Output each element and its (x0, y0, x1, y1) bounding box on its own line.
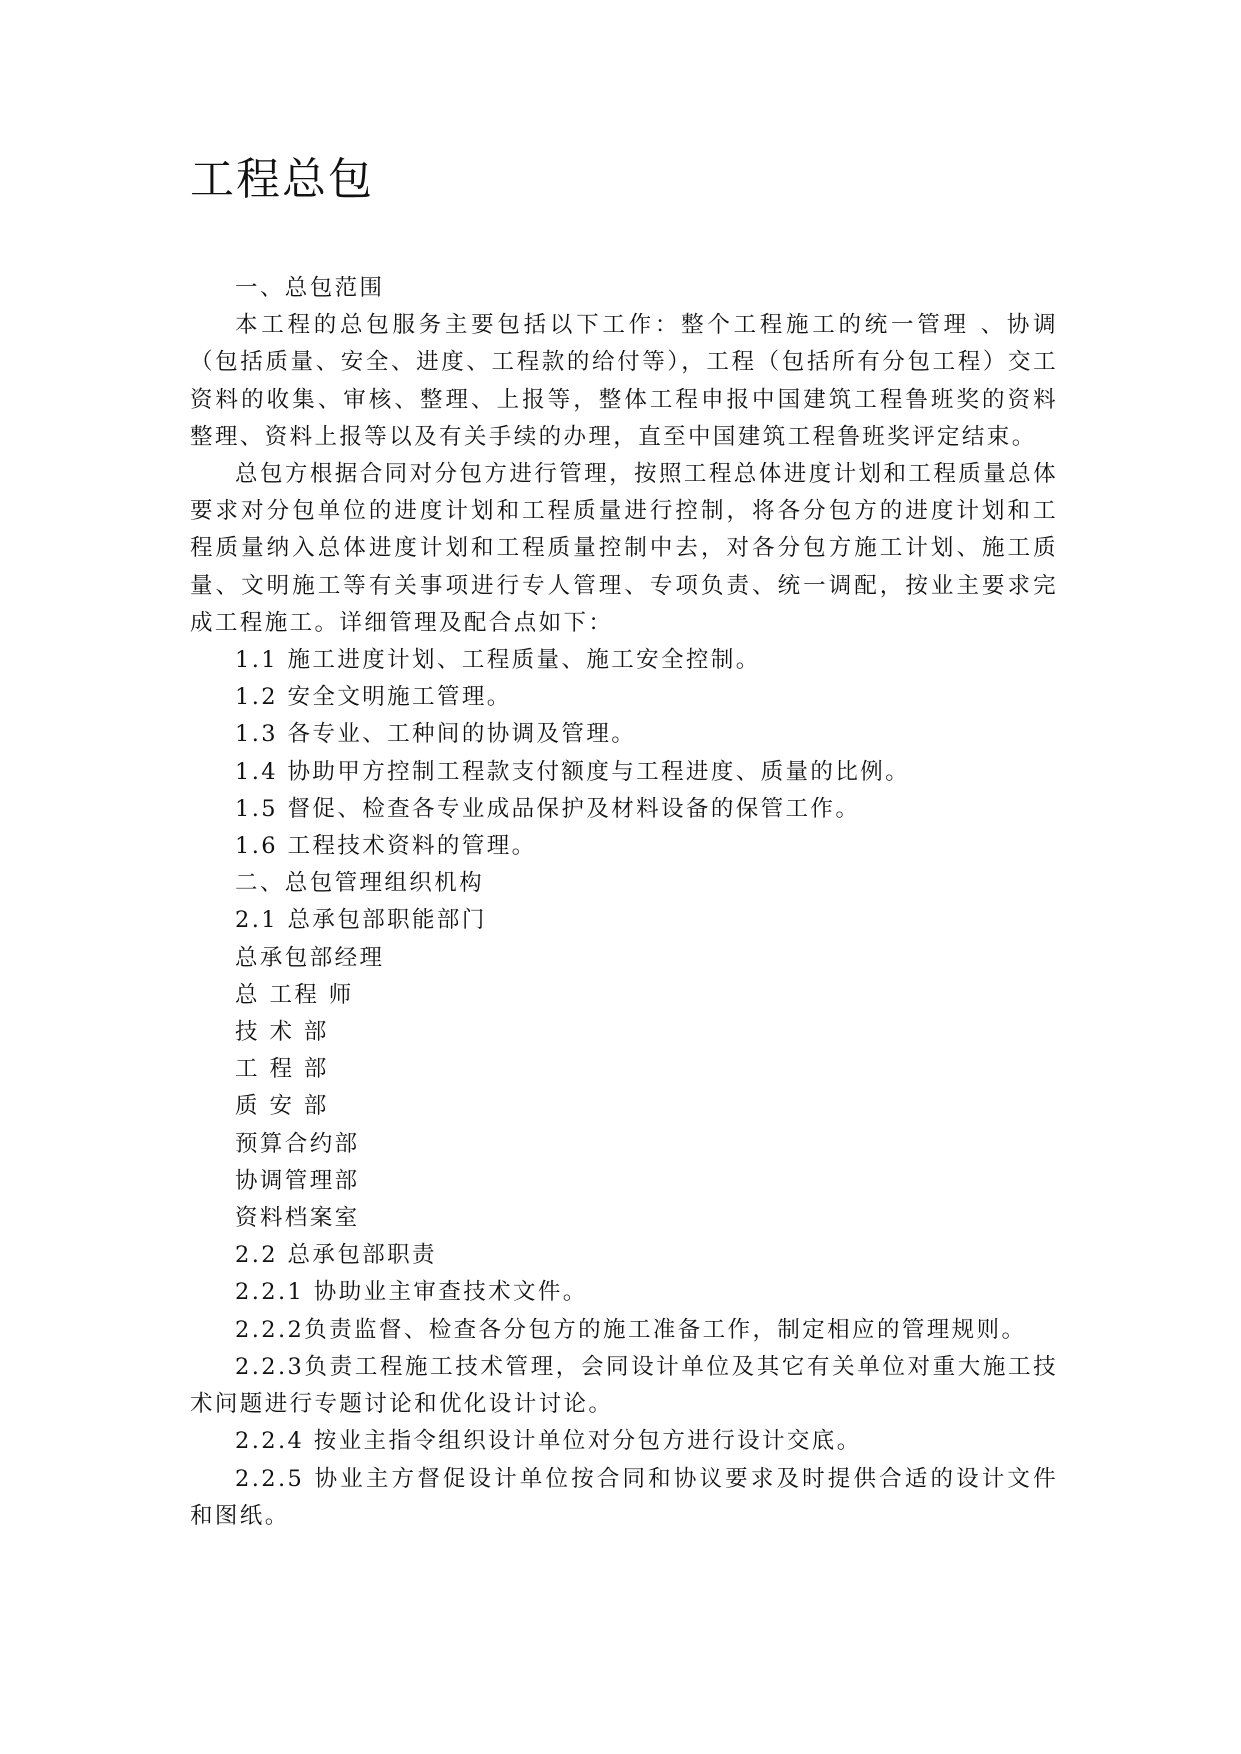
list-item: 1.6 工程技术资料的管理。 (235, 833, 537, 860)
paragraph: 本工程的总包服务主要包括以下工作：整个工程施工的统一管理 、协调（包括质量、安全、进度、工程款的给付等），工程（包括所有分包工程）交工资料的收集、审核、整理、上报等，整体工程申报中国建筑工程鲁班奖的资料整理、资料上报等以及有关手续的办理，直至中国建筑工程鲁班奖评定结束。 (190, 312, 1058, 450)
subsection-heading: 2.2 总承包部职责 (235, 1242, 437, 1269)
list-item: 2.2.4 按业主指令组织设计单位对分包方进行设计交底。 (235, 1428, 862, 1455)
department-item: 资料档案室 (235, 1205, 360, 1232)
department-item: 总 工程 师 (235, 981, 354, 1008)
department-item: 质 安 部 (235, 1093, 329, 1120)
list-item: 1.1 施工进度计划、工程质量、施工安全控制。 (235, 647, 761, 674)
document-body (190, 270, 1058, 1535)
list-item: 1.3 各专业、工种间的协调及管理。 (235, 721, 637, 748)
subsection-heading: 2.1 总承包部职能部门 (235, 907, 487, 934)
section-heading: 二、总包管理组织机构 (235, 870, 485, 897)
list-item: 1.4 协助甲方控制工程款支付额度与工程进度、质量的比例。 (235, 758, 911, 785)
list-item: 2.2.2负责监督、检查各分包方的施工准备工作，制定相应的管理规则。 (235, 1316, 1027, 1343)
list-item: 2.2.1 协助业主审查技术文件。 (235, 1279, 588, 1306)
list-item: 1.5 督促、检查各专业成品保护及材料设备的保管工作。 (235, 795, 861, 822)
department-item: 工 程 部 (235, 1056, 329, 1083)
department-item: 总承包部经理 (235, 944, 385, 971)
list-item: 1.2 安全文明施工管理。 (235, 684, 512, 711)
section-heading: 一、总包范围 (235, 275, 385, 301)
list-item: 2.2.5 协业主方督促设计单位按合同和协议要求及时提供合适的设计文件和图纸。 (190, 1465, 1058, 1529)
department-item: 协调管理部 (235, 1167, 360, 1194)
document-title: 工程总包 (190, 154, 374, 205)
department-item: 技 术 部 (235, 1019, 329, 1046)
department-item: 预算合约部 (235, 1130, 360, 1157)
paragraph: 总包方根据合同对分包方进行管理，按照工程总体进度计划和工程质量总体要求对分包单位的进度计划和工程质量进行控制，将各分包方的进度计划和工程质量纳入总体进度计划和工程质量控制中去，对各分包方施工计划、施工质量、文明施工等有关事项进行专人管理、专项负责、统一调配，按业主要求完成工程施工。详细管理及配合点如下： (190, 461, 1058, 636)
list-item: 2.2.3负责工程施工技术管理，会同设计单位及其它有关单位对重大施工技术问题进行专题讨论和优化设计讨论。 (190, 1353, 1058, 1418)
